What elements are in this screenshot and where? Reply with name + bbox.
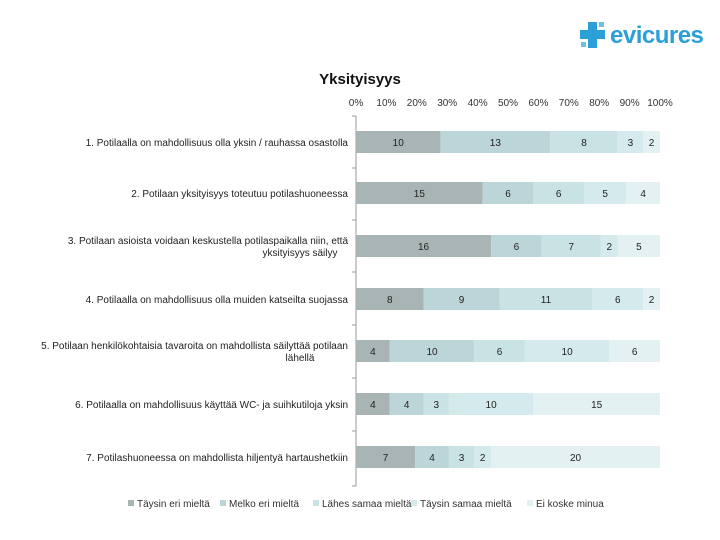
bar-value-label: 10 bbox=[485, 400, 497, 411]
x-tick-label: 50% bbox=[497, 98, 519, 109]
y-axis bbox=[352, 116, 356, 486]
bar-value-label: 5 bbox=[636, 242, 642, 253]
bar-value-label: 3 bbox=[433, 400, 440, 411]
x-tick-label: 30% bbox=[437, 98, 458, 109]
bars bbox=[356, 131, 660, 468]
bar-value-label: 4 bbox=[640, 189, 646, 200]
legend-swatch bbox=[220, 500, 226, 506]
x-tick-label: 90% bbox=[619, 98, 640, 109]
bar-value-label: 6 bbox=[631, 347, 638, 358]
category-label: 2. Potilaan yksityisyys toteutuu potilashuoneessa bbox=[131, 189, 348, 200]
legend-swatch bbox=[128, 500, 134, 506]
bar-value-label: 15 bbox=[413, 189, 425, 200]
legend-label: Melko eri mieltä bbox=[229, 499, 300, 510]
legend-swatch bbox=[527, 500, 533, 506]
bar-value-label: 3 bbox=[458, 453, 465, 464]
category-label: 6. Potilaalla on mahdollisuus käyttää WC- ja suihkutiloja yksin bbox=[75, 400, 348, 411]
bar-value-label: 4 bbox=[370, 347, 376, 358]
x-tick-label: 70% bbox=[558, 98, 579, 109]
category-label-line: lähellä bbox=[285, 353, 315, 364]
bar-value-label: 8 bbox=[581, 138, 587, 149]
x-tick-label: 0% bbox=[348, 98, 364, 109]
bar-value-label: 5 bbox=[602, 189, 608, 200]
bar-value-label: 6 bbox=[513, 242, 520, 253]
bar-value-label: 10 bbox=[392, 138, 404, 149]
category-label bbox=[41, 341, 348, 364]
bar-value-label: 9 bbox=[458, 295, 465, 306]
legend-swatch bbox=[313, 500, 319, 506]
category-label: 4. Potilaalla on mahdollisuus olla muiden katseilta suojassa bbox=[85, 295, 348, 306]
legend-label: Täysin eri mieltä bbox=[137, 499, 210, 510]
bar-value-label: 15 bbox=[591, 400, 603, 411]
bar-value-label: 7 bbox=[568, 242, 575, 253]
bar-value-label: 20 bbox=[569, 453, 582, 464]
x-tick-label: 100% bbox=[647, 98, 673, 109]
bar-value-label: 6 bbox=[614, 295, 621, 306]
legend bbox=[128, 499, 604, 510]
legend-label: Täysin samaa mieltä bbox=[420, 499, 512, 510]
legend-swatch bbox=[411, 500, 417, 506]
bar-value-label: 6 bbox=[505, 189, 511, 200]
bar-value-label: 3 bbox=[627, 138, 634, 149]
legend-label: Ei koske minua bbox=[536, 499, 604, 510]
bar-value-label: 16 bbox=[417, 242, 430, 253]
bar-value-label: 7 bbox=[382, 453, 389, 464]
bar-value-label: 13 bbox=[489, 138, 501, 149]
x-tick-label: 40% bbox=[467, 98, 488, 109]
logo-text: evicures bbox=[610, 22, 704, 49]
bar-value-label: 8 bbox=[386, 295, 393, 306]
category-label-line: 5. Potilaan henkilökohtaisia tavaroita on mahdollista säilyttää potilaan bbox=[41, 341, 348, 352]
bar-value-label: 2 bbox=[648, 138, 655, 149]
bar-value-label: 10 bbox=[561, 347, 573, 358]
bar-value-label: 11 bbox=[540, 295, 552, 306]
x-tick-label: 20% bbox=[406, 98, 427, 109]
legend-label: Lähes samaa mieltä bbox=[322, 499, 412, 510]
bar-value-label: 6 bbox=[555, 189, 562, 200]
x-axis-ticks bbox=[349, 98, 673, 109]
bar-value-label: 2 bbox=[606, 242, 613, 253]
bar-value-label: 4 bbox=[370, 400, 376, 411]
category-label-line: 3. Potilaan asioista voidaan keskustella potilaspaikalla niin, että bbox=[67, 236, 348, 247]
bar-value-label: 6 bbox=[496, 347, 503, 358]
category-labels bbox=[41, 138, 348, 464]
category-label-line: yksityisyys säilyy bbox=[262, 248, 338, 259]
category-label: 7. Potilashuoneessa on mahdollista hiljentyä hartaushetkiin bbox=[86, 453, 348, 464]
bar-value-label: 2 bbox=[479, 453, 486, 464]
bar-value-label: 2 bbox=[648, 295, 655, 306]
chart-title: Yksityisyys bbox=[319, 71, 401, 88]
x-tick-label: 60% bbox=[528, 98, 549, 109]
bar-value-label: 4 bbox=[429, 453, 435, 464]
category-label bbox=[68, 236, 349, 259]
bar-value-label: 10 bbox=[426, 347, 438, 358]
bar-value-label: 4 bbox=[403, 400, 410, 411]
category-label: 1. Potilaalla on mahdollisuus olla yksin / rauhassa osastolla bbox=[85, 138, 348, 149]
x-tick-label: 10% bbox=[376, 98, 397, 109]
x-tick-label: 80% bbox=[589, 98, 610, 109]
